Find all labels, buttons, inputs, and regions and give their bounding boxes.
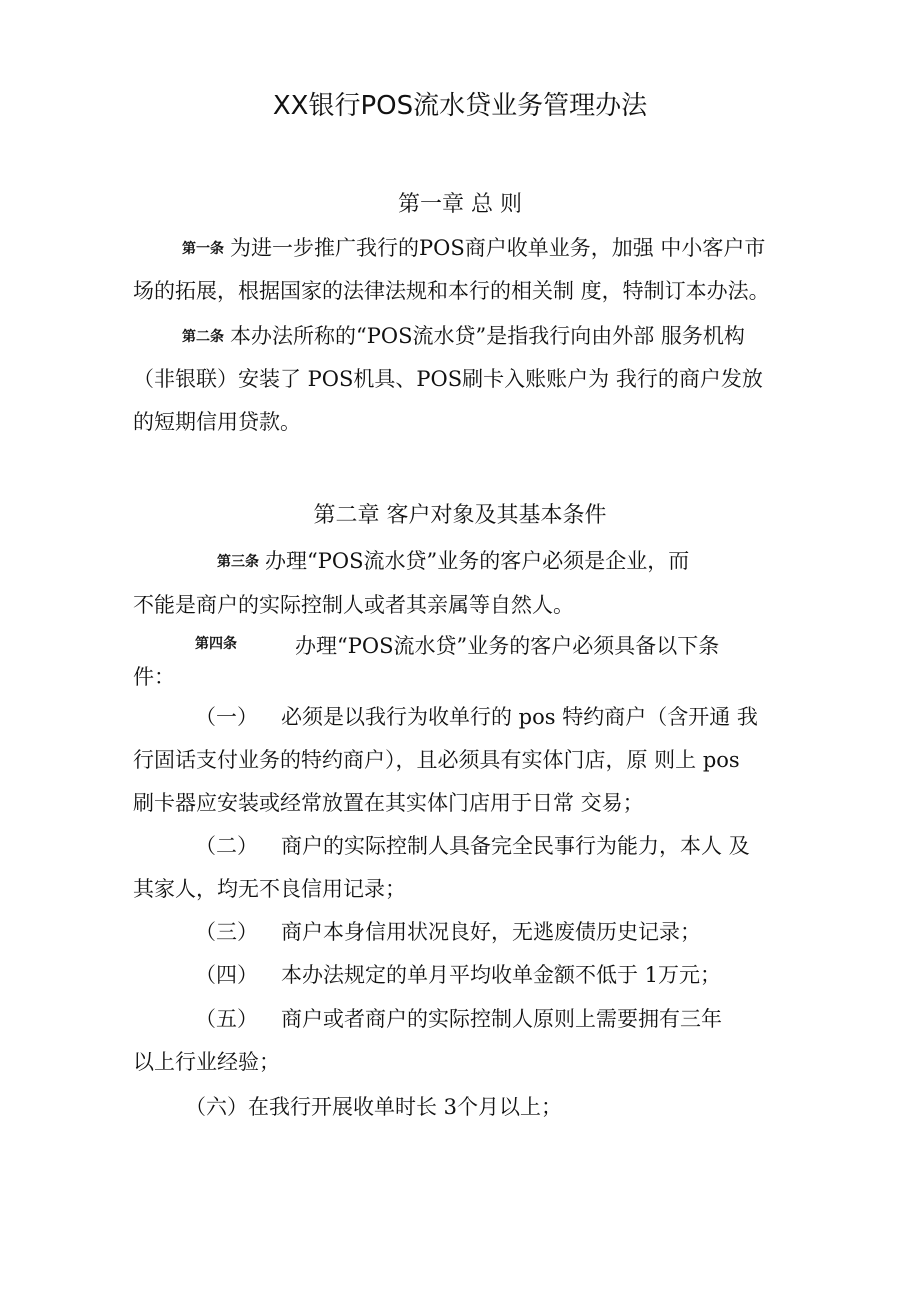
article-3-text-1: 办理“POS流水贷”业务的客户必须是企业，而: [265, 549, 690, 573]
item-2-line-1: [195, 833, 750, 859]
article-3-label: 第三条: [217, 554, 259, 570]
item-5-text-1: 商户或者商户的实际控制人原则上需要拥有三年: [281, 1007, 722, 1031]
item-1-line-2: 行固话支付业务的特约商户），且必须具有实体门店，原 则上 pos: [133, 748, 740, 772]
article-4-line-1: 办理“POS流水贷”业务的客户必须具备以下条: [295, 634, 720, 658]
article-1-label: 第一条: [182, 241, 224, 257]
item-5-line-1: [195, 1006, 722, 1032]
item-4-text-1: 本办法规定的单月平均收单金额不低于 1万元；: [281, 963, 722, 987]
article-2-text-1: 本办法所称的“POS流水贷”是指我行向由外部 服务机构: [230, 324, 745, 348]
item-3-line-1: [195, 919, 701, 945]
article-4-line-2: 件：: [133, 665, 175, 689]
item-2-line-2: 其家人，均无不良信用记录；: [133, 877, 406, 901]
article-2-line-3: 的短期信用贷款。: [133, 410, 301, 434]
item-4-line-1: [195, 962, 721, 988]
article-2-line-2: （非银联）安装了 POS机具、POS刷卡入账账户为 我行的商户发放: [133, 367, 763, 391]
item-5-line-2: 以上行业经验；: [133, 1050, 280, 1074]
article-1-line-2: 场的拓展，根据国家的法律法规和本行的相关制 度，特制订本办法。: [133, 279, 770, 303]
item-3-text-1: 商户本身信用状况良好，无逃废债历史记录；: [281, 920, 701, 944]
article-2-label: 第二条: [182, 329, 224, 345]
item-2-number: （二）: [195, 834, 258, 858]
item-1-line-1: [195, 704, 758, 730]
item-6-line-1: （六）在我行开展收单时长 3个月以上；: [185, 1095, 563, 1119]
article-3-line-1: [217, 548, 689, 575]
article-4-label: 第四条: [195, 636, 237, 652]
article-1-text-1: 为进一步推广我行的POS商户收单业务，加强 中小客户市: [230, 236, 766, 260]
article-2-line-1: [182, 323, 745, 350]
article-4-label-line: [195, 630, 243, 657]
item-2-text-1: 商户的实际控制人具备完全民事行为能力，本人 及: [281, 834, 750, 858]
item-1-text-1: 必须是以我行为收单行的 pos 特约商户（含开通 我: [281, 705, 758, 729]
item-3-number: （三）: [195, 920, 258, 944]
item-5-number: （五）: [195, 1007, 258, 1031]
chapter-2-heading: 第二章 客户对象及其基本条件: [313, 503, 607, 528]
document-title: XX银行POS流水贷业务管理办法: [272, 91, 648, 121]
article-3-line-2: 不能是商户的实际控制人或者其亲属等自然人。: [133, 593, 574, 617]
item-4-number: （四）: [195, 963, 258, 987]
item-1-number: （一）: [195, 705, 258, 729]
item-1-line-3: 刷卡器应安装或经常放置在其实体门店用于日常 交易；: [133, 791, 644, 815]
article-1-line-1: [182, 235, 765, 262]
chapter-1-heading: 第一章 总 则: [398, 192, 522, 217]
